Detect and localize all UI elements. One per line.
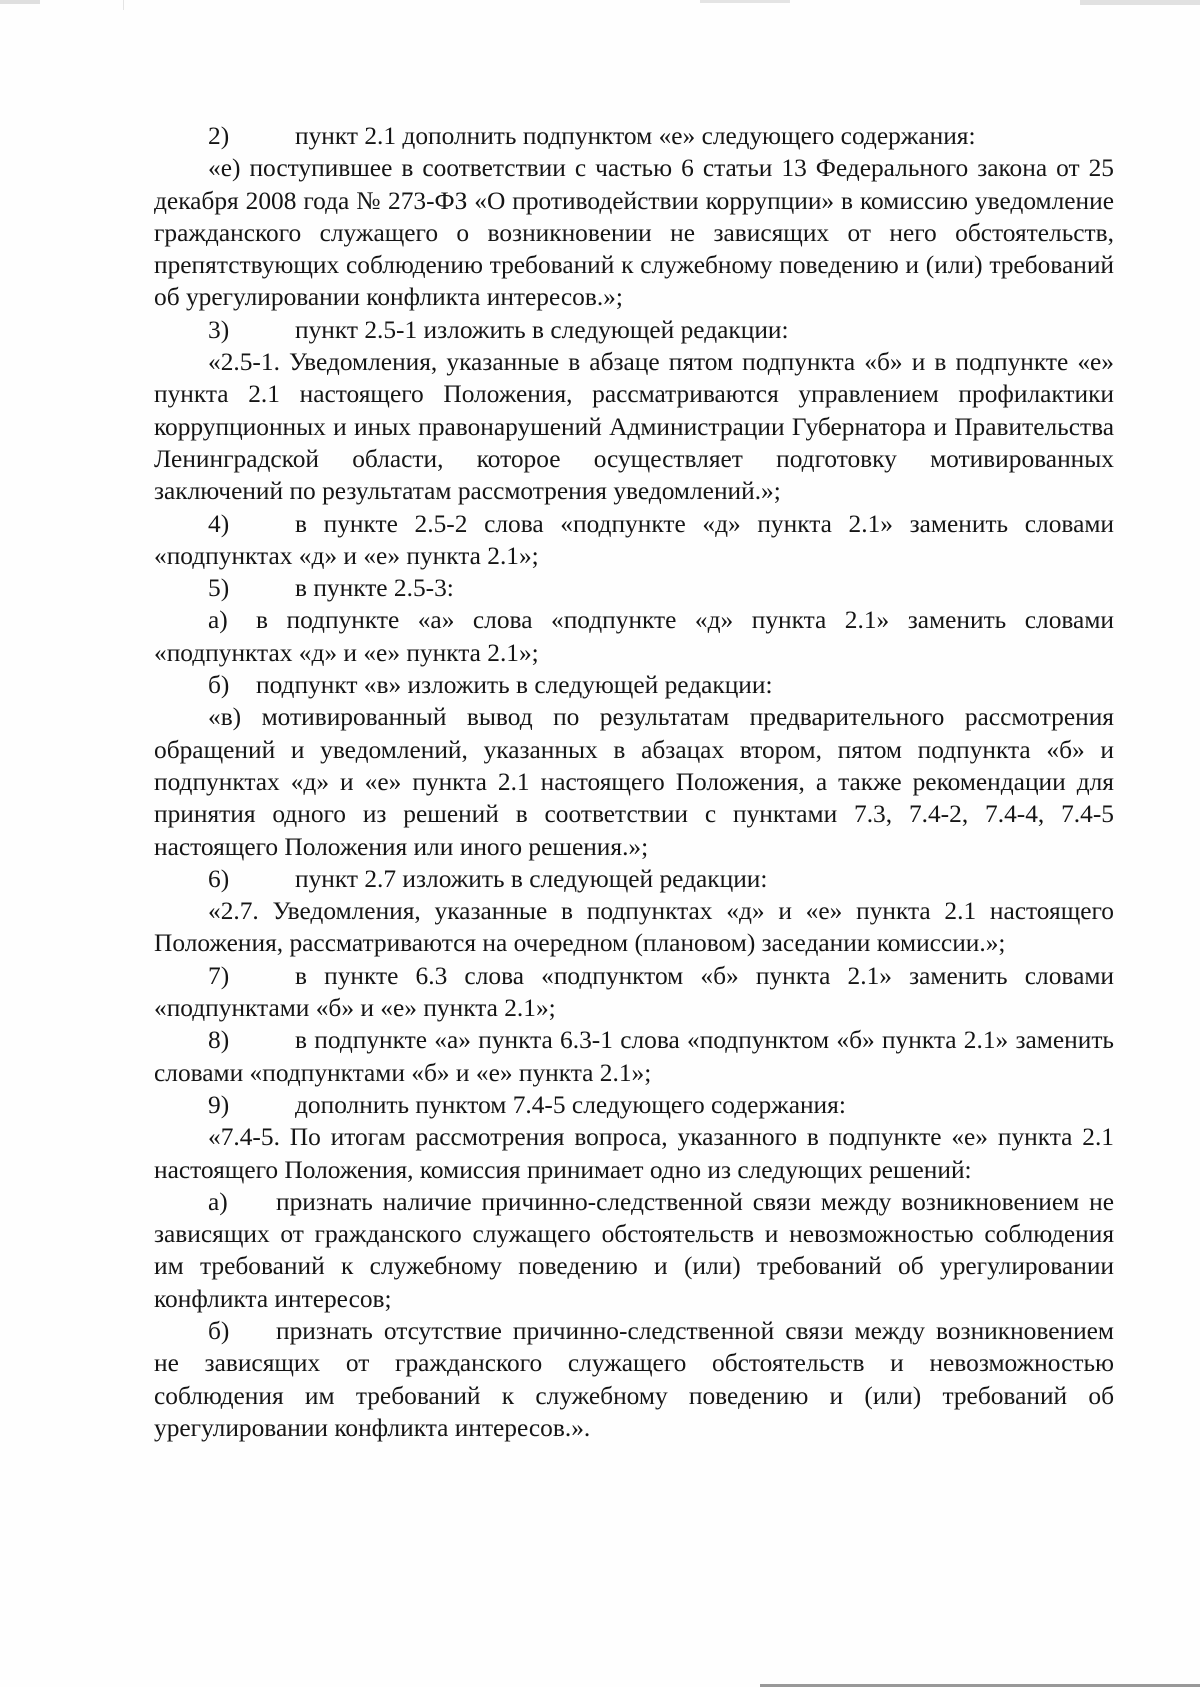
paragraph-marker: 9) [208, 1090, 230, 1119]
paragraph-decision-a [154, 1186, 1114, 1315]
paragraph-item-3 [154, 314, 1114, 346]
paragraph-text: в пункте 6.3 слова «подпунктом «б» пункта 2.1» заменить словами «подпунктами «б» и «е» пункта 2.1»; [154, 961, 1114, 1023]
paragraph-marker: 3) [208, 315, 230, 344]
paragraph-marker: а) [208, 1187, 228, 1216]
paragraph-quote-e [154, 152, 1114, 313]
paragraph-text: «е) поступившее в соответствии с частью 6 статьи 13 Федерального закона от 25 декабря 2008 года № 273-ФЗ «О противодействии коррупции» в комиссию уведомление гражданского служащего о возникновении не зависящих от него обстоятельств, препятствующих соблюдению требований к служебному поведению и (или) требований об урегулировании конфликта интересов.»; [154, 154, 1114, 312]
paragraph-text: в подпункте «а» пункта 6.3-1 слова «подпунктом «б» пункта 2.1» заменить словами «подпунктами «б» и «е» пункта 2.1»; [154, 1026, 1114, 1087]
scan-edge-mark [700, 0, 790, 3]
paragraph-text: в подпункте «а» слова «подпункте «д» пункта 2.1» заменить словами «подпунктах «д» и «е» пункта 2.1»; [154, 606, 1114, 667]
paragraph-marker: 8) [208, 1026, 230, 1055]
paragraph-text: пункт 2.1 дополнить подпунктом «е» следующего содержания: [295, 122, 976, 150]
paragraph-quote-2-5-1 [154, 346, 1114, 507]
paragraph-text: пункт 2.5-1 изложить в следующей редакции: [295, 315, 789, 344]
paragraph-marker: 7) [208, 961, 230, 990]
scan-edge-mark [0, 0, 40, 4]
paragraph-quote-v [154, 701, 1114, 862]
paragraph-marker: 4) [208, 509, 230, 538]
scan-edge-mark [1080, 0, 1200, 5]
paragraph-item-6 [154, 863, 1114, 895]
paragraph-marker: а) [208, 606, 228, 635]
paragraph-text: «в) мотивированный вывод по результатам предварительного рассмотрения обращений и уведомлений, указанных в абзацах втором, пятом подпункта «б» и подпунктах «д» и «е» пункта 2.1 настоящего Положения, а также рекомендации для принятия одного из решений в соответствии с пунктами 7.3, 7.4-2, 7.4-4, 7.4-5 настоящего Положения или иного решения.»; [154, 703, 1114, 861]
paragraph-marker: 6) [208, 864, 230, 893]
paragraph-item-8 [154, 1024, 1114, 1089]
document-body [154, 120, 1114, 1444]
paragraph-item-9 [154, 1089, 1114, 1121]
paragraph-text: признать отсутствие причинно-следственной связи между возникновением не зависящих от гражданского служащего обстоятельств и невозможностью соблюдения им требований к служебному поведению и (или) требований об урегулировании конфликта интересов.». [154, 1316, 1114, 1442]
paragraph-text: подпункт «в» изложить в следующей редакции: [256, 671, 773, 700]
paragraph-text: «7.4-5. По итогам рассмотрения вопроса, указанного в подпункте «е» пункта 2.1 настоящего Положения, комиссия принимает одно из следующих решений: [154, 1123, 1114, 1184]
paragraph-text: дополнить пунктом 7.4-5 следующего содержания: [295, 1090, 846, 1119]
paragraph-text: признать наличие причинно-следственной связи между возникновением не зависящих от гражданского служащего обстоятельств и невозможностью соблюдения им требований к служебному поведению и (или) требований об урегулировании конфликта интересов; [154, 1187, 1114, 1313]
paragraph-item-7 [154, 960, 1114, 1025]
paragraph-text: в пункте 2.5-3: [295, 574, 454, 603]
paragraph-text: «2.5-1. Уведомления, указанные в абзаце пятом подпункта «б» и в подпункте «е» пункта 2.1 настоящего Положения, рассматриваются управлением профилактики коррупционных и иных правонарушений Администрации Губернатора и Правительства Ленинградской области, которое осуществляет подготовку мотивированных заключений по результатам рассмотрения уведомлений.»; [154, 348, 1114, 506]
paragraph-text: в пункте 2.5-2 слова «подпункте «д» пункта 2.1» заменить словами «подпунктах «д» и «е» пункта 2.1»; [154, 509, 1114, 570]
paragraph-quote-7-4-5 [154, 1121, 1114, 1186]
paragraph-marker: б) [208, 1316, 230, 1345]
paragraph-text: пункт 2.7 изложить в следующей редакции: [295, 864, 768, 893]
scan-edge-mark [123, 0, 124, 10]
paragraph-item-4 [154, 508, 1114, 573]
paragraph-subitem-b [154, 669, 1114, 701]
paragraph-item-5 [154, 572, 1114, 604]
paragraph-subitem-a [154, 604, 1114, 669]
paragraph-text: «2.7. Уведомления, указанные в подпунктах «д» и «е» пункта 2.1 настоящего Положения, рассматриваются на очередном (плановом) заседании комиссии.»; [154, 897, 1114, 958]
paragraph-quote-2-7 [154, 895, 1114, 960]
paragraph-marker: б) [208, 671, 230, 700]
paragraph-marker: 2) [208, 122, 230, 150]
paragraph-decision-b [154, 1315, 1114, 1444]
paragraph-item-2 [154, 120, 1114, 152]
paragraph-marker: 5) [208, 574, 230, 603]
